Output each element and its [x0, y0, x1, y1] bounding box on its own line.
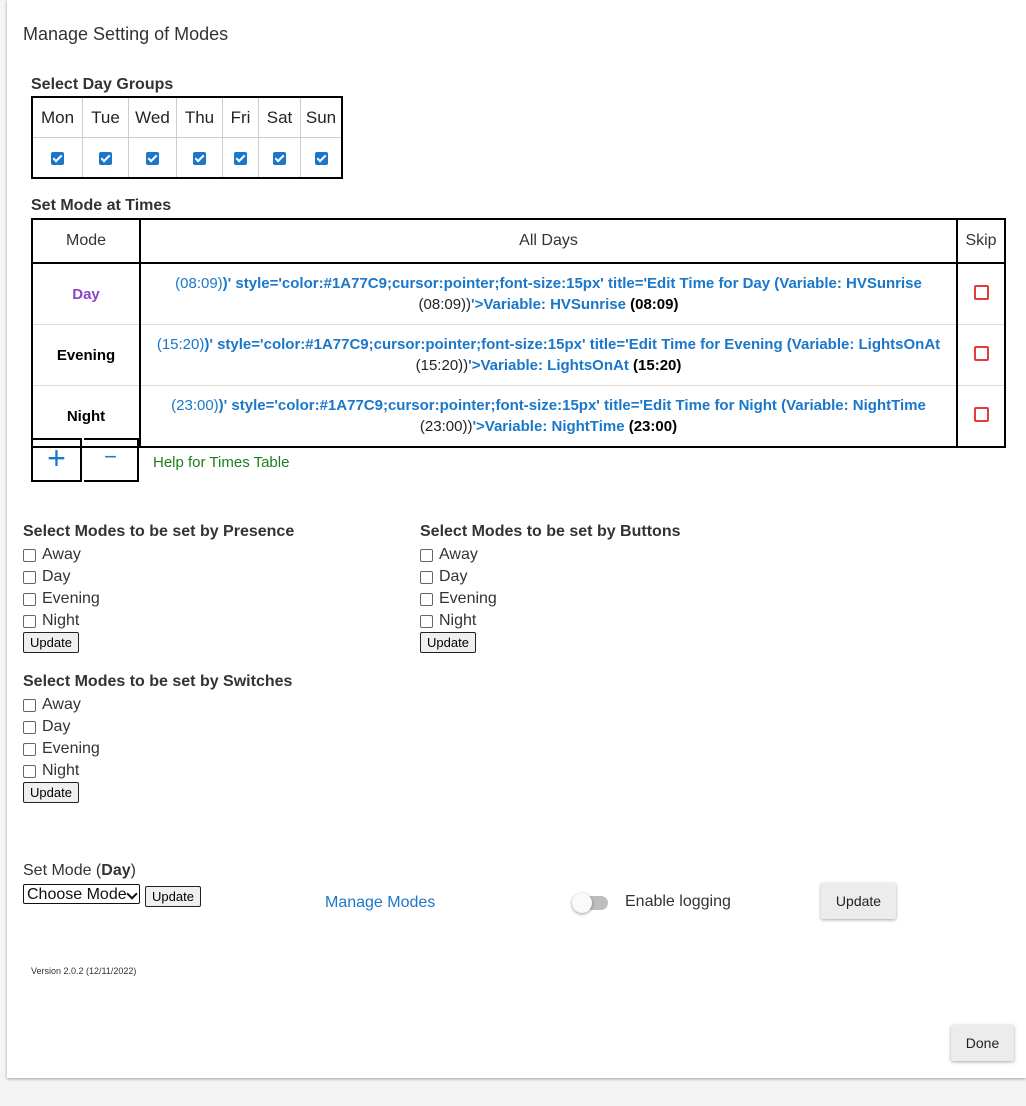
- buttons-option-day[interactable]: [420, 566, 680, 588]
- manage-modes-link[interactable]: Manage Modes: [325, 894, 436, 911]
- day-tue-checkbox[interactable]: [99, 152, 112, 165]
- option-label: Night: [439, 612, 477, 629]
- checkbox[interactable]: [23, 699, 36, 712]
- remove-row-button[interactable]: [84, 438, 139, 482]
- buttons-update-button[interactable]: Update: [420, 632, 476, 653]
- time-markup-text: )' style='color:#1A77C9;cursor:pointer;font-size:15px' title='Edit Time for Day (Variable: HVSunrise: [222, 275, 922, 292]
- table-row: [32, 263, 1005, 325]
- option-label: Evening: [439, 590, 497, 607]
- switches-option-night[interactable]: [23, 760, 292, 782]
- option-label: Day: [439, 568, 468, 585]
- time-cell[interactable]: [140, 325, 957, 386]
- day-wed-checkbox[interactable]: [146, 152, 159, 165]
- mode-column-header: Mode: [32, 219, 140, 263]
- variable-link[interactable]: '>Variable: NightTime: [472, 418, 625, 435]
- skip-checkbox[interactable]: [974, 407, 989, 422]
- set-mode-suffix: ): [130, 862, 136, 879]
- logging-toggle[interactable]: [574, 896, 608, 910]
- current-mode: Day: [101, 862, 131, 879]
- option-label: Evening: [42, 590, 100, 607]
- checkbox[interactable]: [420, 593, 433, 606]
- day-sat-checkbox[interactable]: [273, 152, 286, 165]
- skip-checkbox[interactable]: [974, 285, 989, 300]
- day-fri-label: Fri: [223, 97, 259, 138]
- done-button[interactable]: Done: [951, 1025, 1014, 1061]
- presence-option-day[interactable]: [23, 566, 294, 588]
- option-label: Day: [42, 568, 71, 585]
- buttons-heading: Select Modes to be set by Buttons: [420, 523, 681, 540]
- option-label: Evening: [42, 740, 100, 757]
- time-link[interactable]: (15:20): [156, 336, 205, 353]
- day-thu-checkbox[interactable]: [193, 152, 206, 165]
- switches-option-away[interactable]: [23, 694, 292, 716]
- option-label: Day: [42, 718, 71, 735]
- buttons-option-evening[interactable]: [420, 588, 680, 610]
- buttons-group: [420, 523, 680, 653]
- switches-option-evening[interactable]: [23, 738, 292, 760]
- set-mode-prefix: Set Mode (: [23, 862, 102, 879]
- add-row-button[interactable]: [31, 438, 82, 482]
- all-days-column-header: All Days: [140, 219, 957, 263]
- mode-night-label: Night: [66, 407, 106, 425]
- skip-column-header: Skip: [957, 219, 1005, 263]
- buttons-option-away[interactable]: [420, 544, 680, 566]
- day-sun-label: Sun: [301, 97, 343, 138]
- day-sat-label: Sat: [259, 97, 301, 138]
- checkbox[interactable]: [23, 743, 36, 756]
- skip-checkbox[interactable]: [974, 346, 989, 361]
- presence-option-evening[interactable]: [23, 588, 294, 610]
- time-value: (23:00): [628, 418, 678, 435]
- option-label: Night: [42, 612, 80, 629]
- enable-logging-label: Enable logging: [625, 893, 731, 910]
- mode-select-value: Choose Mode: [27, 886, 127, 903]
- variable-link[interactable]: '>Variable: LightsOnAt: [468, 357, 629, 374]
- option-label: Night: [42, 762, 80, 779]
- day-fri-checkbox[interactable]: [234, 152, 247, 165]
- time-link[interactable]: (08:09): [175, 275, 223, 292]
- table-row: [32, 386, 1005, 448]
- main-panel: [7, 0, 1026, 1078]
- checkbox[interactable]: [23, 571, 36, 584]
- day-sun-checkbox[interactable]: [315, 152, 328, 165]
- time-cell[interactable]: [140, 386, 957, 448]
- time-value: (08:09): [630, 296, 679, 313]
- help-times-link[interactable]: Help for Times Table: [153, 454, 290, 471]
- table-row: [32, 325, 1005, 386]
- time-cell[interactable]: [140, 263, 957, 325]
- checkbox[interactable]: [23, 721, 36, 734]
- presence-update-button[interactable]: Update: [23, 632, 79, 653]
- day-groups-table: [31, 96, 343, 179]
- day-mon-label: Mon: [32, 97, 83, 138]
- checkbox[interactable]: [420, 615, 433, 628]
- day-thu-label: Thu: [177, 97, 223, 138]
- time-prefix: (15:20)): [415, 357, 469, 374]
- checkbox[interactable]: [420, 549, 433, 562]
- update-button[interactable]: Update: [821, 883, 896, 919]
- plus-icon: +: [47, 440, 66, 476]
- checkbox[interactable]: [23, 593, 36, 606]
- day-tue-label: Tue: [83, 97, 129, 138]
- time-prefix: (23:00)): [419, 418, 473, 435]
- checkbox[interactable]: [420, 571, 433, 584]
- set-mode-update-button[interactable]: Update: [145, 886, 201, 907]
- times-table: [31, 218, 1006, 448]
- presence-group: [23, 523, 294, 653]
- page-title: Manage Setting of Modes: [23, 24, 229, 44]
- option-label: Away: [439, 546, 478, 563]
- mode-day-label: Day: [72, 285, 100, 303]
- checkbox[interactable]: [23, 549, 36, 562]
- mode-evening-label: Evening: [56, 346, 116, 364]
- time-markup-text: )' style='color:#1A77C9;cursor:pointer;font-size:15px' title='Edit Time for Evening (Variable: LightsOnAt: [204, 336, 941, 353]
- time-prefix: (08:09)): [418, 296, 472, 313]
- presence-option-away[interactable]: [23, 544, 294, 566]
- mode-select[interactable]: [23, 884, 140, 904]
- time-markup-text: )' style='color:#1A77C9;cursor:pointer;font-size:15px' title='Edit Time for Night (Variable: NightTime: [218, 397, 926, 414]
- chevron-down-icon: [126, 888, 137, 899]
- switches-heading: Select Modes to be set by Switches: [23, 673, 293, 690]
- switches-group: [23, 673, 292, 803]
- variable-link[interactable]: '>Variable: HVSunrise: [471, 296, 626, 313]
- day-mon-checkbox[interactable]: [51, 152, 64, 165]
- presence-heading: Select Modes to be set by Presence: [23, 523, 295, 540]
- checkbox[interactable]: [23, 765, 36, 778]
- minus-icon: −: [104, 444, 117, 469]
- day-groups-heading: Select Day Groups: [31, 76, 174, 93]
- version-text: Version 2.0.2 (12/11/2022): [31, 966, 137, 976]
- day-wed-label: Wed: [129, 97, 177, 138]
- buttons-option-night[interactable]: [420, 610, 680, 632]
- option-label: Away: [42, 546, 81, 563]
- time-value: (15:20): [633, 357, 682, 374]
- option-label: Away: [42, 696, 81, 713]
- switches-update-button[interactable]: Update: [23, 782, 79, 803]
- switches-option-day[interactable]: [23, 716, 292, 738]
- presence-option-night[interactable]: [23, 610, 294, 632]
- time-link[interactable]: (23:00): [171, 397, 219, 414]
- set-mode-label: [23, 862, 136, 880]
- checkbox[interactable]: [23, 615, 36, 628]
- toggle-knob: [572, 893, 592, 913]
- times-heading: Set Mode at Times: [31, 197, 172, 214]
